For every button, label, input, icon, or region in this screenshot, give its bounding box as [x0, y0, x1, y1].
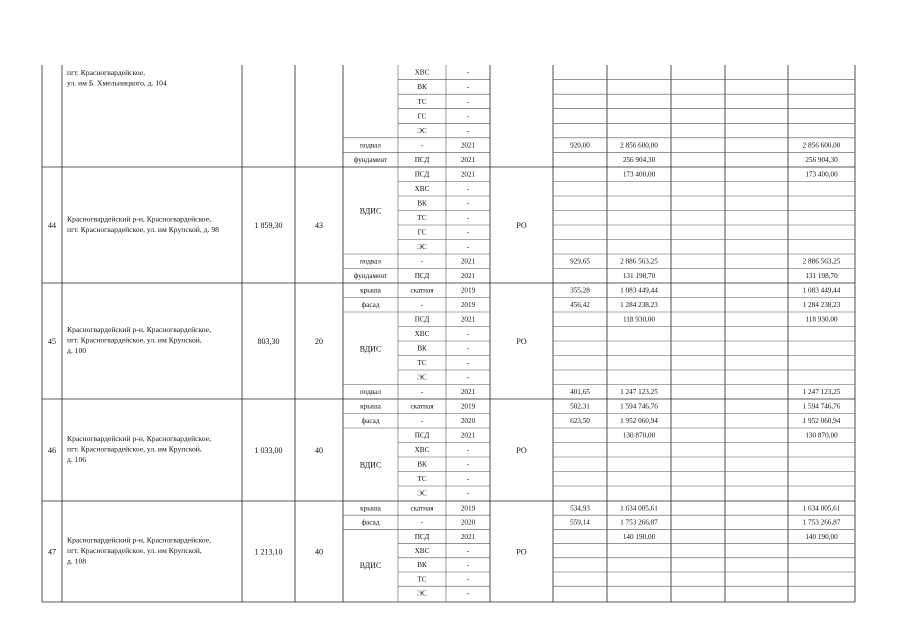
work-type-cell: ПСД	[414, 272, 430, 281]
year-cell: 2019	[460, 286, 476, 295]
count-cell: 40	[315, 446, 323, 455]
year-cell: -	[466, 97, 470, 106]
address-line: пгт. Красногвардейское, ул. им Крупской,	[67, 546, 202, 555]
address-line: Красногвардейский р-н, Красногвардейское,	[67, 535, 211, 545]
volume-cell: 355,28	[570, 286, 590, 295]
work-type-cell: -	[420, 257, 424, 266]
volume-cell: 623,50	[570, 417, 590, 426]
volume-cell: 920,00	[570, 141, 590, 150]
year-cell: -	[466, 199, 470, 208]
year-cell: -	[466, 446, 470, 455]
work-type-cell: ПСД	[414, 156, 430, 165]
work-type-cell: ГС	[417, 112, 427, 121]
work-type-cell: ВК	[417, 83, 427, 92]
year-cell: 2021	[460, 257, 476, 266]
year-cell: -	[466, 228, 470, 237]
year-cell: -	[466, 589, 470, 598]
element-cell: подвал	[359, 388, 382, 397]
address-line: Красногвардейский р-н, Красногвардейское,	[67, 214, 211, 224]
year-cell: -	[466, 112, 470, 121]
cost-cell: 1 284 238,23	[620, 301, 658, 310]
cost-cell: 130 870,00	[622, 431, 656, 440]
address-line: д. 100	[67, 346, 87, 355]
element-cell: подвал	[359, 141, 382, 150]
work-type-cell: ЭС	[417, 126, 427, 135]
work-type-cell: ЭС	[417, 373, 427, 382]
work-type-cell: ПСД	[414, 170, 430, 179]
year-cell: 2021	[460, 388, 476, 397]
count-cell: 40	[315, 547, 323, 557]
row-number: 44	[48, 221, 56, 230]
vdis-label: ВДИС	[359, 206, 382, 216]
year-cell: 2020	[460, 518, 476, 527]
work-type-cell: ХВС	[414, 446, 430, 455]
year-cell: -	[466, 126, 470, 135]
element-cell: фасад	[361, 518, 380, 527]
total-cell: 2 856 600,00	[802, 141, 841, 150]
total-cell: 140 190,00	[805, 532, 838, 541]
volume-cell: 559,14	[570, 518, 590, 527]
cost-cell: 2 856 600,00	[620, 141, 658, 150]
year-cell: -	[466, 359, 470, 368]
total-cell: 131 198,70	[805, 272, 838, 281]
volume-cell: 502,31	[570, 402, 590, 411]
year-cell: 2021	[460, 170, 476, 179]
year-cell: -	[466, 185, 470, 194]
vdis-label: ВДИС	[359, 460, 382, 470]
work-type-cell: ПСД	[414, 532, 430, 541]
cost-cell: 1 753 266,87	[620, 518, 658, 527]
work-type-cell: -	[420, 518, 424, 527]
year-cell: -	[466, 546, 470, 555]
year-cell: -	[466, 475, 470, 484]
year-cell: 2020	[460, 417, 476, 426]
work-type-cell: скатная	[410, 286, 434, 295]
total-cell: 130 870,00	[805, 431, 838, 440]
work-type-cell: скатная	[410, 504, 434, 513]
row-number: 45	[48, 337, 56, 346]
year-cell: -	[466, 489, 470, 498]
year-cell: 2021	[460, 156, 476, 165]
address-line: пгт. Красногвардейское,	[67, 68, 145, 77]
work-type-cell: ТС	[417, 475, 427, 484]
count-cell: 20	[315, 337, 323, 346]
address-line: ул. им Б. Хмельницкого, д. 104	[67, 78, 167, 88]
year-cell: -	[466, 68, 470, 77]
address-line: Красногвардейский р-н, Красногвардейское,	[67, 434, 211, 443]
work-type-cell: -	[420, 417, 424, 426]
year-cell: 2019	[460, 504, 476, 513]
work-type-cell: ЭС	[417, 243, 427, 252]
fund-cell: РО	[516, 547, 527, 557]
fund-cell: РО	[516, 221, 527, 230]
total-cell: 1 753 266,87	[802, 518, 841, 527]
cost-cell: 1 083 449,44	[620, 286, 658, 295]
work-type-cell: ТС	[417, 97, 427, 106]
total-cell: 1 594 746,76	[802, 402, 841, 411]
address-line: д. 108	[67, 556, 87, 566]
cost-cell: 118 930,00	[622, 315, 656, 324]
total-cell: 256 904,30	[805, 156, 838, 165]
vdis-label: ВДИС	[359, 560, 382, 570]
work-type-cell: ЭС	[417, 589, 427, 598]
total-cell: 2 886 563,25	[802, 257, 841, 266]
element-cell: крыша	[360, 286, 381, 295]
total-cell: 1 284 238,23	[802, 301, 841, 310]
element-cell: фасад	[361, 301, 380, 310]
cost-cell: 140 190,00	[622, 532, 656, 541]
element-cell: крыша	[360, 504, 381, 513]
volume-cell: 534,93	[570, 504, 590, 513]
element-cell: фасад	[361, 417, 380, 426]
total-cell: 1 634 005,61	[802, 504, 841, 513]
work-type-cell: ХВС	[414, 330, 430, 339]
year-cell: -	[466, 243, 470, 252]
year-cell: 2021	[460, 272, 476, 281]
address-line: Красногвардейский р-н, Красногвардейское,	[67, 325, 211, 334]
work-type-cell: скатная	[410, 402, 434, 411]
cost-cell: 1 594 746,76	[620, 402, 658, 411]
address-line: пгт. Красногвардейское, ул. им Крупской,	[67, 335, 202, 345]
year-cell: 2021	[460, 431, 476, 440]
year-cell: 2019	[460, 402, 476, 411]
cost-cell: 1 952 060,94	[620, 417, 658, 426]
vdis-label: ВДИС	[359, 344, 382, 354]
element-cell: фундамент	[353, 272, 388, 281]
area-cell: 1 213,10	[254, 547, 283, 557]
year-cell: -	[466, 561, 470, 570]
year-cell: -	[466, 83, 470, 92]
row-number: 47	[48, 547, 56, 557]
element-cell: фундамент	[353, 156, 388, 165]
work-type-cell: ГС	[417, 228, 427, 237]
fund-cell: РО	[516, 337, 527, 346]
work-type-cell: ВК	[417, 460, 427, 469]
count-cell: 43	[315, 221, 323, 230]
total-cell: 1 083 449,44	[802, 286, 841, 295]
work-type-cell: ХВС	[414, 546, 430, 555]
year-cell: 2019	[460, 301, 476, 310]
work-type-cell: -	[420, 301, 424, 310]
work-type-cell: -	[420, 141, 424, 150]
total-cell: 1 247 123,25	[802, 388, 841, 397]
year-cell: 2021	[460, 315, 476, 324]
year-cell: -	[466, 214, 470, 223]
total-cell: 173 400,00	[805, 170, 838, 179]
fund-cell: РО	[516, 446, 527, 455]
volume-cell: 401,65	[570, 388, 590, 397]
cost-cell: 173 400,00	[622, 170, 656, 179]
address-line: пгт. Красногвардейское, ул. им Крупской, д. 98	[67, 225, 219, 234]
element-cell: крыша	[360, 402, 381, 411]
total-cell: 118 930,00	[805, 315, 838, 324]
year-cell: -	[466, 373, 470, 382]
cost-cell: 2 886 563,25	[620, 257, 658, 266]
table-cells	[48, 68, 841, 598]
work-type-cell: ХВС	[414, 68, 430, 77]
work-type-cell: ПСД	[414, 315, 430, 324]
address-line: д. 106	[67, 455, 87, 464]
total-cell: 1 952 060,94	[802, 417, 841, 426]
cost-cell: 1 634 005,61	[620, 504, 658, 513]
work-type-cell: ЭС	[417, 489, 427, 498]
work-type-cell: ВК	[417, 344, 427, 353]
year-cell: -	[466, 460, 470, 469]
row-number: 46	[48, 446, 56, 455]
cost-cell: 131 198,70	[622, 272, 656, 281]
year-cell: -	[466, 575, 470, 584]
work-type-cell: -	[420, 388, 424, 397]
year-cell: 2021	[460, 141, 476, 150]
volume-cell: 456,42	[570, 301, 590, 310]
cost-cell: 1 247 123,25	[620, 388, 658, 397]
year-cell: -	[466, 330, 470, 339]
area-cell: 803,30	[257, 337, 280, 346]
area-cell: 1 859,30	[254, 221, 283, 230]
work-type-cell: ТС	[417, 359, 427, 368]
year-cell: 2021	[460, 532, 476, 541]
work-type-cell: ТС	[417, 575, 427, 584]
work-type-cell: ТС	[417, 214, 427, 223]
element-cell: подвал	[359, 257, 382, 266]
area-cell: 1 033,00	[254, 446, 283, 455]
cost-cell: 256 904,30	[622, 156, 656, 165]
year-cell: -	[466, 344, 470, 353]
address-line: пгт. Красногвардейское, ул. им Крупской,	[67, 444, 202, 454]
volume-cell: 929,65	[570, 257, 590, 266]
work-type-cell: ПСД	[414, 431, 430, 440]
work-type-cell: ВК	[417, 561, 427, 570]
work-type-cell: ВК	[417, 199, 427, 208]
work-type-cell: ХВС	[414, 185, 430, 194]
